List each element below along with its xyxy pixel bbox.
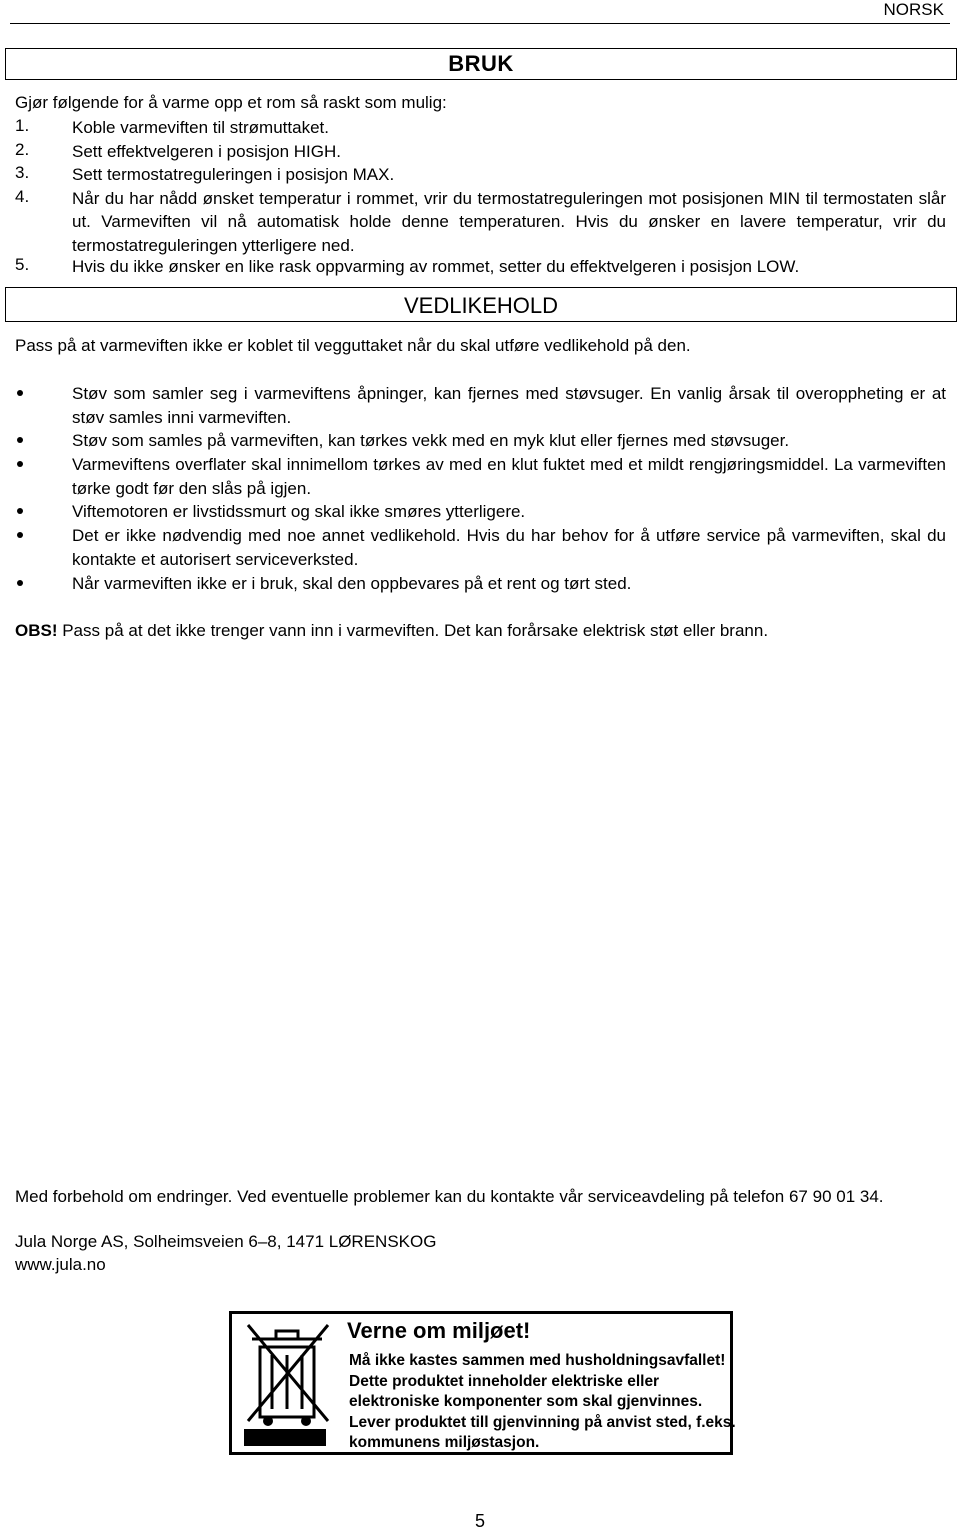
obs-note [15, 621, 768, 641]
bullet-text: Støv som samles på varmeviften, kan tørkes vekk med en myk klut eller fjernes med støvsuger. [72, 431, 790, 450]
bullet-icon [17, 508, 23, 514]
header-rule [10, 23, 950, 24]
bullet-text: Når varmeviften ikke er i bruk, skal den oppbevares på et rent og tørt sted. [72, 574, 632, 593]
recycling-line: kommunens miljøstasjon. [349, 1434, 540, 1451]
page-number: 5 [474, 1511, 485, 1531]
step-text: Sett termostatreguleringen i posisjon MAX. [72, 165, 395, 184]
vedlikehold-heading-box [5, 287, 957, 322]
step-text: Sett effektvelgeren i posisjon HIGH. [72, 141, 341, 161]
recycling-title: Verne om miljøet! [347, 1318, 531, 1343]
step-text: Hvis du ikke ønsker en like rask oppvarming av rommet, setter du effektvelgeren i posisjon LOW. [72, 257, 800, 276]
bruk-title: BRUK [448, 51, 514, 76]
recycling-line: Må ikke kastes sammen med husholdningsavfallet! [349, 1352, 726, 1369]
step-number: 2. [15, 139, 30, 159]
bullet-icon [17, 390, 23, 396]
bullet-text: Støv som samler seg i varmeviftens åpninger, kan fjernes med støvsuger. En vanlig årsak til overoppheting er at støv samles inni varmeviften. [72, 384, 946, 427]
step-number: 5. [15, 255, 30, 274]
bullet-icon [17, 580, 23, 586]
recycling-text [349, 1351, 736, 1454]
bullet-text: Varmeviftens overflater skal innimellom tørkes av med en klut fuktet med et mildt rengjøringsmiddel. La varmeviften tørke godt før den slås på igjen. [72, 455, 946, 498]
step-text: Koble varmeviften til strømuttaket. [72, 118, 329, 137]
obs-label: OBS! [15, 621, 58, 640]
step-text: Når du har nådd ønsket temperatur i rommet, vrir du termostatreguleringen mot posisjonen MIN til termostaten slår ut. Varmeviften vil nå automatisk holde denne temperaturen. Hvis du ønsker en lavere temperatur, vrir du termostatreguleringen ytterligere ned. [72, 188, 946, 255]
bullet-text: Det er ikke nødvendig med noe annet vedlikehold. Hvis du har behov for å utføre service på varmeviften, skal du kontakte et autorisert serviceverksted. [72, 526, 946, 569]
bullet-text: Viftemotoren er livstidssmurt og skal ikke smøres ytterligere. [72, 502, 526, 521]
footer-address: Jula Norge AS, Solheimsveien 6–8, 1471 LØRENSKOG [15, 1232, 437, 1251]
recycling-line: Dette produktet inneholder elektriske eller [349, 1372, 660, 1390]
obs-text: Pass på at det ikke trenger vann inn i varmeviften. Det kan forårsake elektrisk støt eller brann. [57, 621, 769, 640]
crossed-out-bin-icon [238, 1317, 338, 1451]
recycling-line: Lever produktet till gjenvinning på anvist sted, f.eks. [349, 1413, 736, 1431]
step-number: 3. [15, 163, 30, 182]
bullet-icon [17, 437, 23, 443]
bruk-intro: Gjør følgende for å varme opp et rom så raskt som mulig: [15, 93, 447, 112]
bullet-icon [17, 532, 23, 538]
bruk-heading-box [5, 48, 957, 80]
vedlikehold-intro: Pass på at varmeviften ikke er koblet til vegguttaket når du skal utføre vedlikehold på den. [15, 336, 691, 355]
footer-reservation: Med forbehold om endringer. Ved eventuelle problemer kan du kontakte vår serviceavdeling på telefon 67 90 01 34. [15, 1187, 884, 1206]
vedlikehold-title: VEDLIKEHOLD [403, 293, 559, 318]
header-language: NORSK [883, 0, 944, 19]
step-number: 1. [15, 116, 30, 135]
bullet-icon [17, 461, 23, 467]
recycling-line: elektroniske komponenter som skal gjenvinnes. [349, 1393, 703, 1410]
footer-website: www.jula.no [15, 1255, 106, 1274]
step-number: 4. [15, 186, 30, 206]
recycling-notice [229, 1311, 736, 1455]
